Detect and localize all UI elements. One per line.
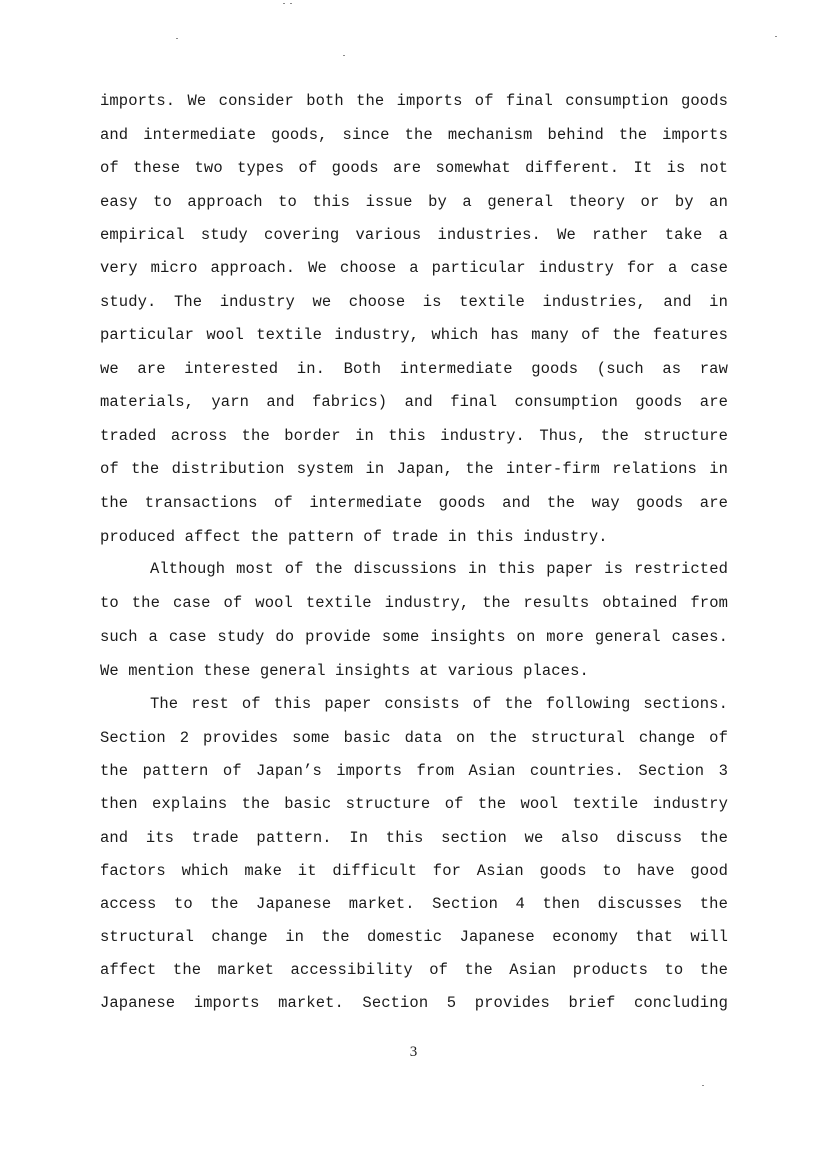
text-line: The rest of this paper consists of the following sections.: [150, 695, 728, 713]
text-line: to the case of wool textile industry, the results obtained from: [100, 594, 728, 612]
text-line: imports. We consider both the imports of final consumption goods: [100, 92, 728, 110]
text-line: particular wool textile industry, which has many of the features: [100, 326, 728, 344]
text-line: materials, yarn and fabrics) and final consumption goods are: [100, 393, 728, 411]
text-line: Japanese imports market. Section 5 provides brief concluding: [100, 994, 728, 1012]
text-line: the transactions of intermediate goods and the way goods are: [100, 494, 728, 512]
text-line: of the distribution system in Japan, the inter-firm relations in: [100, 460, 728, 478]
text-line: traded across the border in this industry. Thus, the structure: [100, 427, 728, 445]
scan-speck: [702, 1085, 704, 1086]
text-line: We mention these general insights at various places.: [100, 662, 589, 680]
text-line: then explains the basic structure of the wool textile industry: [100, 795, 728, 813]
text-line: Section 2 provides some basic data on the structural change of: [100, 729, 728, 747]
text-line: we are interested in. Both intermediate goods (such as raw: [100, 360, 728, 378]
text-line: access to the Japanese market. Section 4 then discusses the: [100, 895, 728, 913]
text-line: affect the market accessibility of the Asian products to the: [100, 961, 728, 979]
text-line: and its trade pattern. In this section we also discuss the: [100, 829, 728, 847]
text-line: Although most of the discussions in this paper is restricted: [150, 560, 728, 578]
text-line: factors which make it difficult for Asian goods to have good: [100, 862, 728, 880]
text-line: the pattern of Japan’s imports from Asian countries. Section 3: [100, 762, 728, 780]
text-line: very micro approach. We choose a particular industry for a case: [100, 259, 728, 277]
scan-speck: [343, 55, 345, 56]
scan-speck: [290, 3, 292, 4]
scan-speck: [775, 36, 777, 37]
text-line: empirical study covering various industries. We rather take a: [100, 226, 728, 244]
text-line: such a case study do provide some insights on more general cases.: [100, 628, 728, 646]
text-line: of these two types of goods are somewhat different. It is not: [100, 159, 728, 177]
text-line: easy to approach to this issue by a general theory or by an: [100, 193, 728, 211]
text-line: and intermediate goods, since the mechanism behind the imports: [100, 126, 728, 144]
text-line: produced affect the pattern of trade in this industry.: [100, 528, 608, 546]
scan-speck: [176, 38, 178, 39]
text-line: study. The industry we choose is textile industries, and in: [100, 293, 728, 311]
text-line: structural change in the domestic Japanese economy that will: [100, 928, 728, 946]
scan-speck: [283, 3, 285, 4]
page-number: 3: [409, 1044, 418, 1060]
